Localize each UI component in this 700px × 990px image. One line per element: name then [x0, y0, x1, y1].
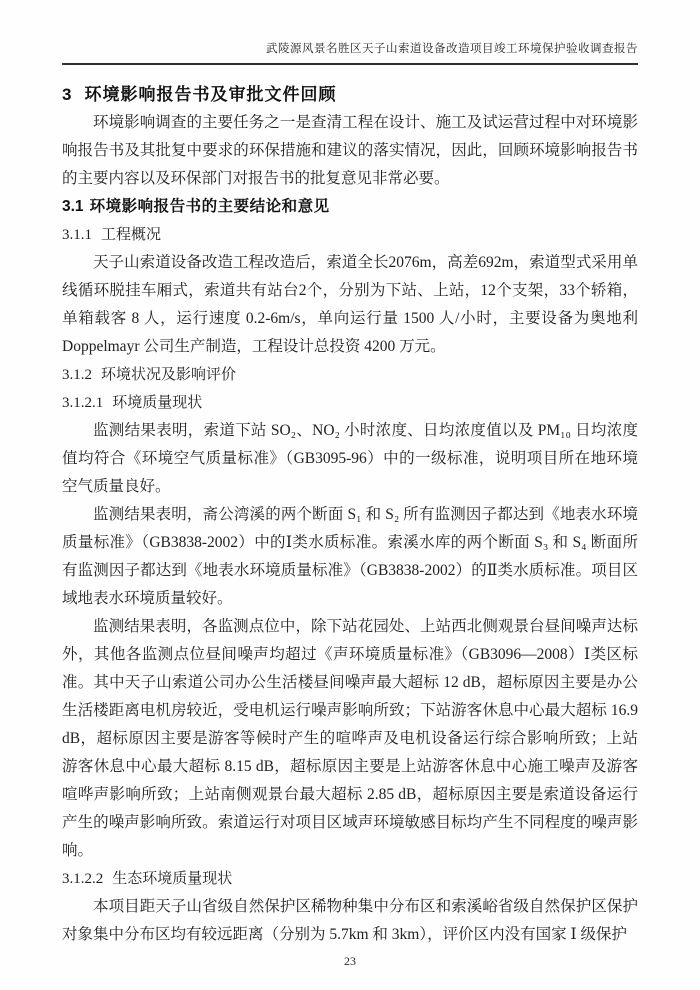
paragraph-noise: 监测结果表明，各监测点位中，除下站花园处、上站西北侧观景台昼间噪声达标外，其他各监测点位昼间噪声均超过《声环境质量标准》（GB3096—2008）Ⅰ类区标准。其中天子山索道公司办公生活楼昼间噪声最大超标 12 dB，超标原因主要是办公生活楼距离电机房较近，受电机运行噪声影响所致；下站游客休息中心最大超标 16.9 dB，超标原因主要是游客等候时产生的喧哗声及电机设备运行综合影响所致；上站游客休息中心最大超标 8.15 dB，超标原因主要是上站游客休息中心施工噪声及游客喧哗声影响所致；上站南侧观景台最大超标 2.85 dB，超标原因主要是索道设备运行产生的噪声影响所致。索道运行对项目区域声环境敏感目标均产生不同程度的噪声影响。: [62, 618, 638, 859]
paragraph-water-quality: 监测结果表明，斋公湾溪的两个断面 S₁ 和 S₂ 所有监测因子都达到《地表水环境质量标准》（GB3838-2002）中的Ⅰ类水质标准。索溪水库的两个断面 S₃ 和 S₄ 断面所有监测因子都达到《地表水环境质量标准》（GB3838-2002）的Ⅱ类水质标准。项目区域地表水环境质量较好。: [62, 506, 638, 607]
page-number: 23: [344, 954, 356, 968]
heading-text: 环境状况及影响评价: [101, 367, 237, 383]
heading-text: 环境影响报告书的主要结论和意见: [89, 198, 330, 215]
section-heading-3-1-1: [62, 221, 638, 249]
running-header: [62, 42, 638, 65]
paragraph-intro: 环境影响调查的主要任务之一是查清工程在设计、施工及试运营过程中对环境影响报告书及其批复中要求的环保措施和建议的落实情况，因此，回顾环境影响报告书的主要内容以及环保部门对报告书的批复意见非常必要。: [62, 114, 638, 187]
paragraph-ecology: 本项目距天子山省级自然保护区稀物种集中分布区和索溪峪省级自然保护区保护对象集中分布区均有较远距离（分别为 5.7km 和 3km），评价区内没有国家 Ⅰ 级保护: [62, 898, 638, 943]
heading-text: 工程概况: [101, 227, 162, 243]
document-body: [62, 81, 638, 949]
heading-number: 3.1.2: [62, 367, 92, 383]
heading-text: 环境影响报告书及审批文件回顾: [84, 85, 337, 104]
heading-number: 3: [62, 85, 72, 104]
section-heading-3: [62, 81, 638, 109]
section-heading-3-1-2-1: [62, 389, 638, 417]
heading-number: 3.1: [62, 198, 84, 215]
section-heading-3-1-2-2: [62, 865, 638, 893]
heading-number: 3.1.1: [62, 227, 92, 243]
section-heading-3-1-2: [62, 361, 638, 389]
heading-number: 3.1.2.1: [62, 395, 104, 411]
page-footer: [62, 952, 638, 970]
section-heading-3-1: [62, 193, 638, 221]
heading-text: 生态环境质量现状: [112, 871, 233, 887]
paragraph-air-quality: 监测结果表明，索道下站 SO₂、NO₂ 小时浓度、日均浓度值以及 PM₁₀ 日均浓度值均符合《环境空气质量标准》（GB3095-96）中的一级标准，说明项目所在地环境空气质量良好。: [62, 422, 638, 495]
heading-number: 3.1.2.2: [62, 871, 104, 887]
paragraph-project-overview: 天子山索道设备改造工程改造后，索道全长2076m，高差692m，索道型式采用单线循环脱挂车厢式，索道共有站台2个，分别为下站、上站，12个支架，33个轿箱，单箱载客 8 人，运行速度 0.2-6m/s，单向运行量 1500 人/小时，主要设备为奥地利 Doppelmayr 公司生产制造，工程设计总投资 4200 万元。: [62, 254, 638, 355]
running-header-title: 武陵源风景名胜区天子山索道设备改造项目竣工环境保护验收调查报告: [266, 43, 638, 55]
heading-text: 环境质量现状: [112, 395, 203, 411]
